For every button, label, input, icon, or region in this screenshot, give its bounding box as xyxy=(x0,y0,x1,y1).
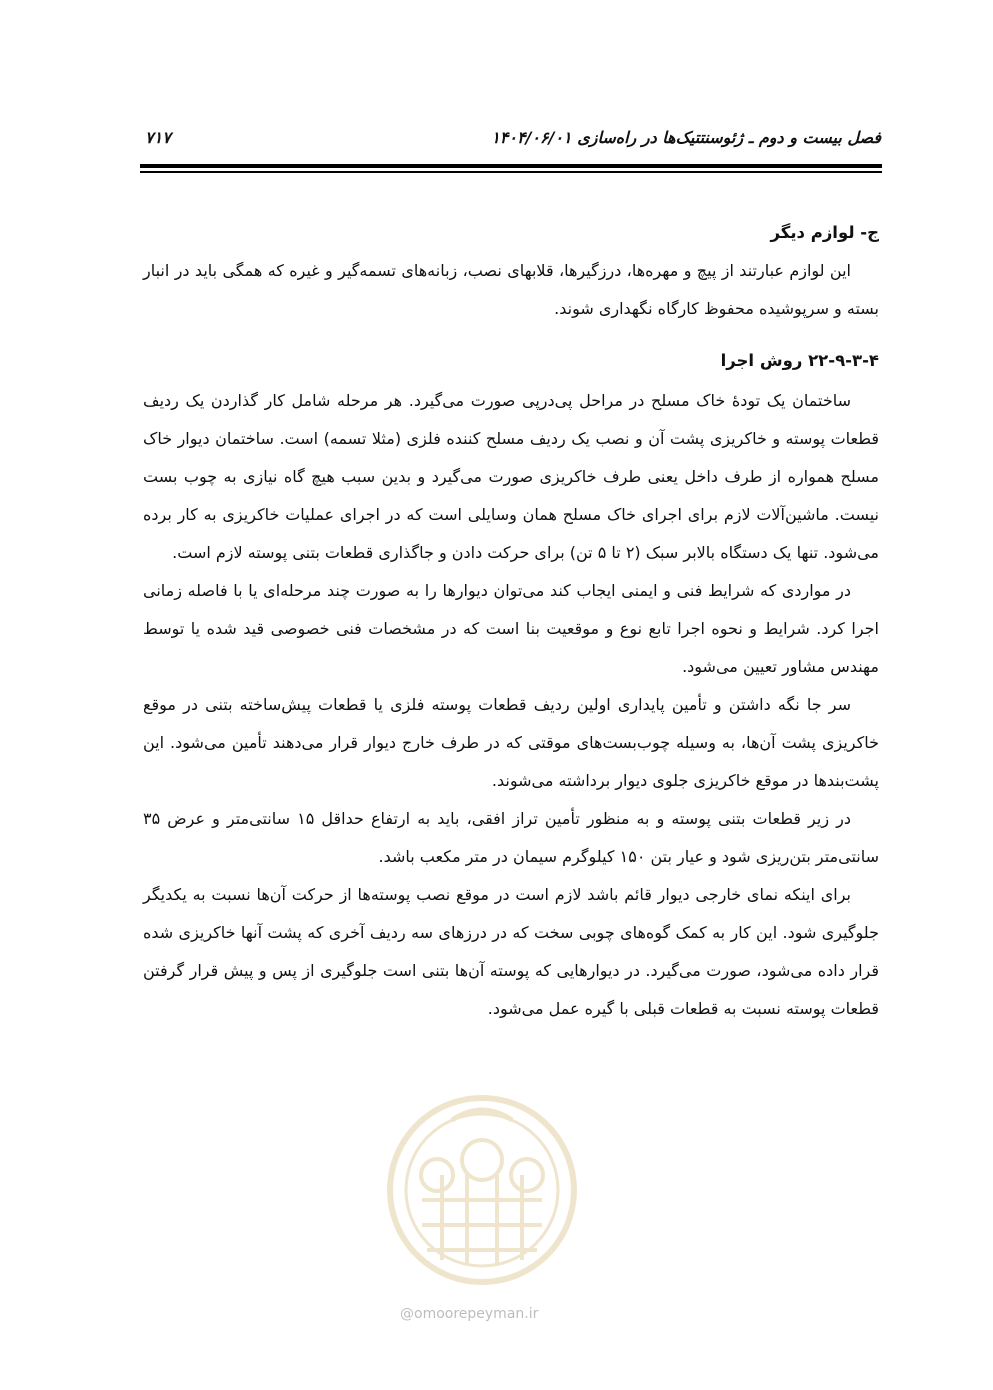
page-header xyxy=(145,128,881,156)
paragraph-accessories: این لوازم عبارتند از پیچ و مهره‌ها، درزگیرها، قلابهای نصب، زبانه‌های تسمه‌گیر و غیره که همگی باید در انبار بسته و سرپوشیده محفوظ کارگاه نگهداری شوند. xyxy=(143,261,879,318)
header-rule-thick xyxy=(140,164,882,168)
header-rule-thin xyxy=(140,171,882,173)
paragraph-staged-execution: در مواردی که شرایط فنی و ایمنی ایجاب کند می‌توان دیوارها را به صورت چند مرحله‌ای یا با فاصله زمانی اجرا کرد. شرایط و نحوه اجرا تابع نوع و موقعیت بنا است که در مشخصات فنی خصوصی قید شده یا توسط مهندس مشاور تعیین می‌شود. xyxy=(143,581,879,676)
section-heading-other-accessories: ج- لوازم دیگر xyxy=(770,223,879,242)
paragraph-first-row-support: سر جا نگه داشتن و تأمین پایداری اولین ردیف قطعات پوسته فلزی یا قطعات پیش‌ساخته بتنی در موقع خاکریزی پشت آن‌ها، به وسیله چوب‌بست‌های موقتی که در طرف خارج دیوار قرار می‌دهند تأمین می‌شود. این پشت‌بندها در موقع خاکریزی جلوی دیوار برداشته می‌شوند. xyxy=(143,695,879,790)
section-heading-execution-method: ۲۲-۹-۳-۴ روش اجرا xyxy=(720,351,879,370)
watermark-text: @omoorepeyman.ir xyxy=(400,1306,539,1322)
page-body xyxy=(143,214,879,1028)
page-number: ۷۱۷ xyxy=(145,128,171,147)
paragraph-vertical-facade: برای اینکه نمای خارجی دیوار قائم باشد لازم است در موقع نصب پوسته‌ها از حرکت آن‌ها نسبت به یکدیگر جلوگیری شود. این کار به کمک گوه‌های چوبی سخت که در درزهای سه ردیف آخری که پشت آنها خاکریزی شده قرار داده می‌شود، صورت می‌گیرد. در دیوارهایی که پوسته آن‌ها بتنی است جلوگیری از پس و پیش قرار گرفتن قطعات پوسته نسبت به قطعات قبلی با گیره عمل می‌شود. xyxy=(143,885,879,1018)
paragraph-concrete-base: در زیر قطعات بتنی پوسته و به منظور تأمین تراز افقی، باید به ارتفاع حداقل ۱۵ سانتی‌متر و عرض ۳۵ سانتی‌متر بتن‌ریزی شود و عیار بتن ۱۵۰ کیلوگرم سیمان در متر مکعب باشد. xyxy=(143,809,879,866)
paragraph-construction: ساختمان یک تودۀ خاک مسلح در مراحل پی‌درپی صورت می‌گیرد. هر مرحله شامل کار گذاردن یک ردیف قطعات پوسته و خاکریزی پشت آن و نصب یک ردیف مسلح کننده فلزی (مثلا تسمه) است. ساختمان دیوار خاک مسلح همواره از طرف داخل یعنی طرف خاکریزی صورت می‌گیرد و بدین سبب هیچ گاه نیازی به چوب بست نیست. ماشین‌آلات لازم برای اجرای خاک مسلح همان وسایلی است که در اجرای عملیات خاکریزی به کار برده می‌شود. تنها یک دستگاه بالابر سبک (۲ تا ۵ تن) برای حرکت دادن و جاگذاری قطعات بتنی پوسته لازم است. xyxy=(143,391,879,562)
chapter-title: فصل بیست و دوم ـ ژئوسنتتیک‌ها در راه‌سازی ۱۴۰۴/۰۶/۰۱ xyxy=(491,128,881,147)
